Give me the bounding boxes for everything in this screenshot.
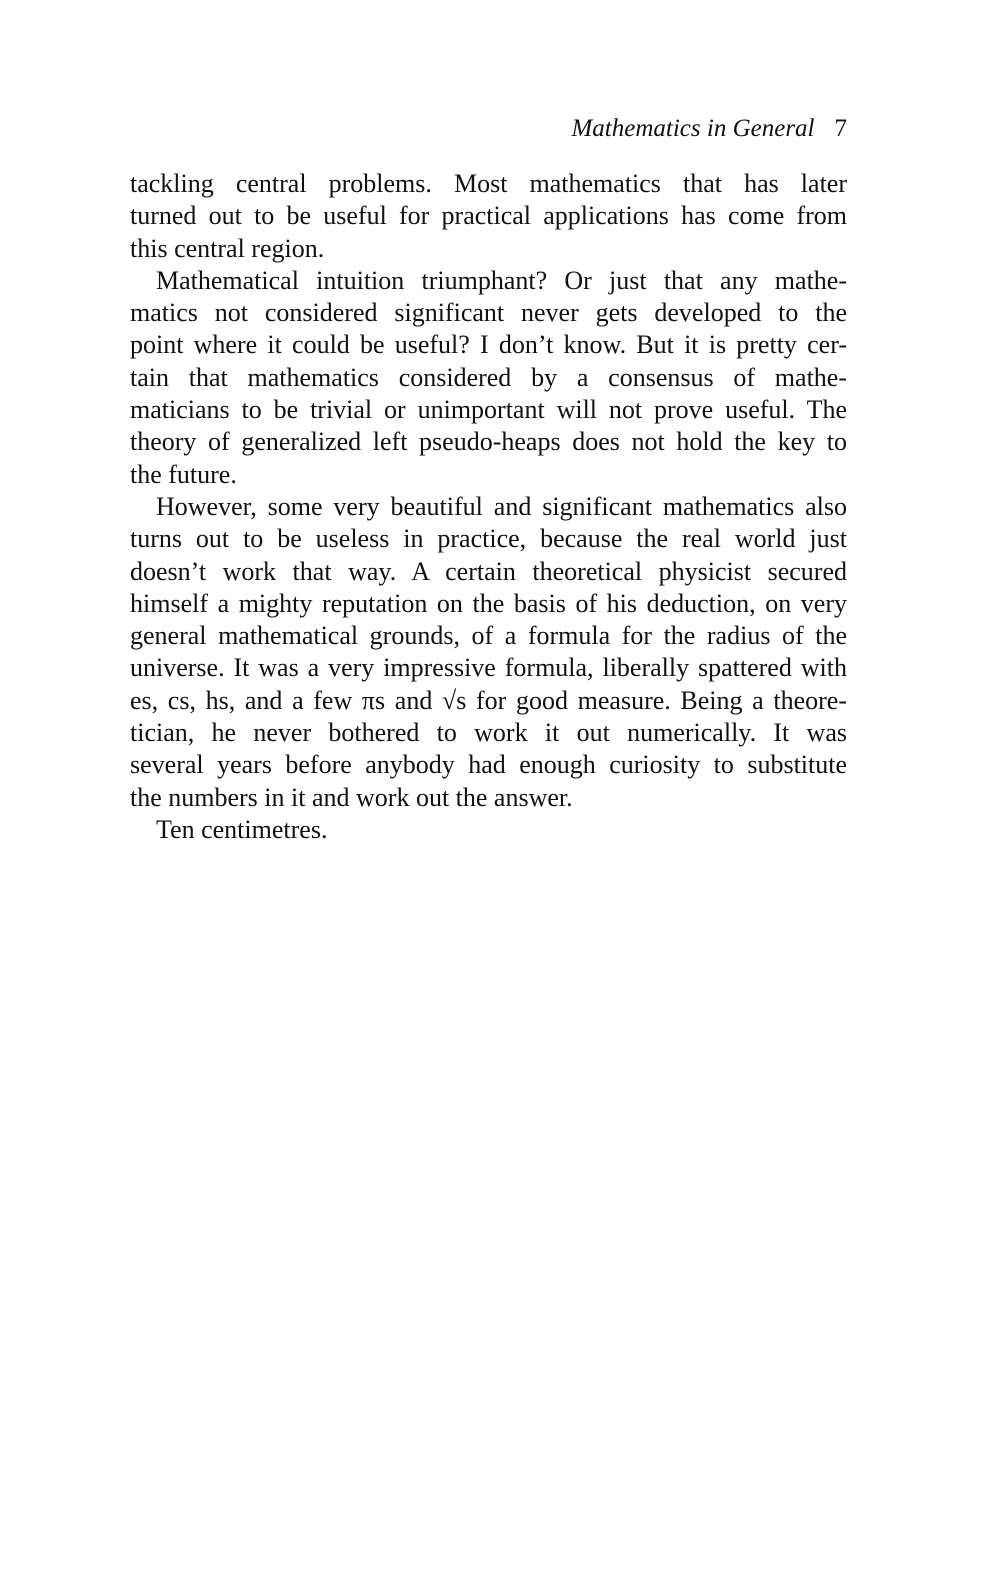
text-line: himself a mighty reputation on the basis of his deduction, on very [130,588,847,618]
text-line: turns out to be useless in practice, because the real world just [130,524,847,554]
running-head [130,112,847,168]
text-line: doesn’t work that way. A certain theoretical physicist secured [130,556,847,586]
text-line: turned out to be useful for practical applications has come from [130,201,847,231]
text-line: maticians to be trivial or unimportant will not prove useful. The [130,395,847,425]
paragraph-2 [130,265,847,491]
page-number: 7 [834,115,847,142]
text-line: the numbers in it and work out the answer. [130,782,573,812]
text-line: universe. It was a very impressive formula, liberally spattered with [130,653,847,683]
text-line: tician, he never bothered to work it out numerically. It was [130,718,847,748]
chapter-title: Mathematics in General [571,115,815,142]
text-line: point where it could be useful? I don’t know. But it is pretty cer- [130,330,847,360]
book-page [130,112,847,846]
text-line: tackling central problems. Most mathematics that has later [130,169,847,198]
text-line: However, some very beautiful and significant mathematics also [156,491,847,521]
text-line: theory of generalized left pseudo-heaps does not hold the key to [130,427,847,457]
text-line: the future. [130,459,237,489]
paragraph-1 [130,168,847,265]
text-line: several years before anybody had enough curiosity to substitute [130,750,847,780]
text-line: Mathematical intuition triumphant? Or just that any mathe- [156,265,847,295]
text-line: Ten centimetres. [156,814,328,844]
text-line: this central region. [130,233,325,263]
paragraph-4 [130,814,847,846]
text-line: matics not considered significant never gets developed to the [130,298,847,328]
paragraph-3 [130,491,847,814]
text-line: general mathematical grounds, of a formula for the radius of the [130,621,847,651]
text-line: tain that mathematics considered by a consensus of mathe- [130,362,847,392]
text-line: es, cs, hs, and a few πs and √s for good measure. Being a theore- [130,685,847,715]
